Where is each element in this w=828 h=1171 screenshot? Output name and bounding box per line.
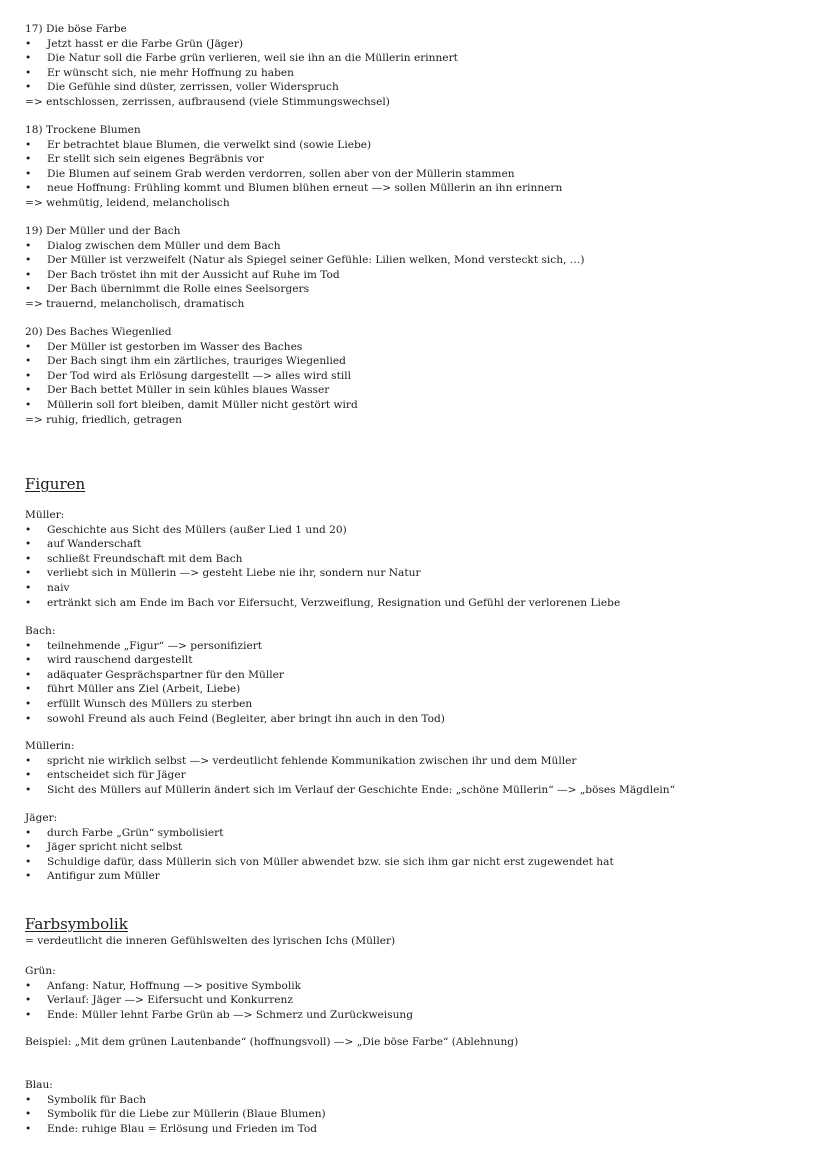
bullet-item: • Der Tod wird als Erlösung dargestellt —> alles wird still bbox=[25, 369, 815, 384]
mood-summary: => wehmütig, leidend, melancholisch bbox=[25, 196, 230, 209]
figure-group-bach bbox=[25, 624, 815, 726]
bullet-item: • schließt Freundschaft mit dem Bach bbox=[25, 552, 815, 567]
bullet-item: • Die Gefühle sind düster, zerrissen, voller Widerspruch bbox=[25, 80, 815, 95]
mood-summary: => trauernd, melancholisch, dramatisch bbox=[25, 297, 245, 310]
bullet-item: • Dialog zwischen dem Müller und dem Bach bbox=[25, 239, 815, 254]
figure-name: Müller: bbox=[25, 509, 65, 521]
bullet-item: • Symbolik für Bach bbox=[25, 1093, 815, 1108]
bullet-item: • Schuldige dafür, dass Müllerin sich von Müller abwendet bzw. sie sich ihm gar nicht erst zugewendet hat bbox=[25, 855, 815, 870]
bullet-item: • Der Müller ist verzweifelt (Natur als Spiegel seiner Gefühle: Lilien welken, Mond versteckt sich, …) bbox=[25, 253, 815, 268]
bullet-item: • Symbolik für die Liebe zur Müllerin (Blaue Blumen) bbox=[25, 1107, 815, 1122]
bullet-item: • verliebt sich in Müllerin —> gesteht Liebe nie ihr, sondern nur Natur bbox=[25, 566, 815, 581]
mood-summary: => ruhig, friedlich, getragen bbox=[25, 413, 182, 426]
figure-name: Müllerin: bbox=[25, 740, 75, 752]
example-line: Beispiel: „Mit dem grünen Lautenbande“ (hoffnungsvoll) —> „Die böse Farbe“ (Ablehnung) bbox=[25, 1036, 519, 1048]
bullet-item: • Anfang: Natur, Hoffnung —> positive Symbolik bbox=[25, 979, 815, 994]
bullet-item: • Der Bach tröstet ihn mit der Aussicht auf Ruhe im Tod bbox=[25, 268, 815, 283]
bullet-item: • teilnehmende „Figur“ —> personifiziert bbox=[25, 639, 815, 654]
bullet-item: • sowohl Freund als auch Feind (Begleiter, aber bringt ihn auch in den Tod) bbox=[25, 712, 815, 727]
bullet-item: • Er wünscht sich, nie mehr Hoffnung zu haben bbox=[25, 66, 815, 81]
bullet-item: • Ende: ruhige Blau = Erlösung und Frieden im Tod bbox=[25, 1122, 815, 1137]
color-group-gruen bbox=[25, 964, 815, 1022]
bullet-item: • auf Wanderschaft bbox=[25, 537, 815, 552]
bullet-item: • Der Bach singt ihm ein zärtliches, trauriges Wiegenlied bbox=[25, 354, 815, 369]
bullet-item: • Die Natur soll die Farbe grün verlieren, weil sie ihn an die Müllerin erinnert bbox=[25, 51, 815, 66]
song-title: 17) Die böse Farbe bbox=[25, 23, 127, 35]
bullet-item: • Jäger spricht nicht selbst bbox=[25, 840, 815, 855]
section-heading-farbsymbolik: Farbsymbolik bbox=[25, 915, 128, 933]
bullet-item: • Der Müller ist gestorben im Wasser des Baches bbox=[25, 340, 815, 355]
bullet-item: • erfüllt Wunsch des Müllers zu sterben bbox=[25, 697, 815, 712]
figure-name: Jäger: bbox=[25, 812, 58, 824]
bullet-item: • Die Blumen auf seinem Grab werden verdorren, sollen aber von der Müllerin stammen bbox=[25, 167, 815, 182]
bullet-item: • spricht nie wirklich selbst —> verdeutlicht fehlende Kommunikation zwischen ihr und dem Müller bbox=[25, 754, 815, 769]
bullet-item: • durch Farbe „Grün“ symbolisiert bbox=[25, 826, 815, 841]
bullet-item: • entscheidet sich für Jäger bbox=[25, 768, 815, 783]
figure-group-mueller bbox=[25, 508, 815, 610]
bullet-item: • adäquater Gesprächspartner für den Müller bbox=[25, 668, 815, 683]
color-name: Grün: bbox=[25, 965, 56, 977]
bullet-item: • Müllerin soll fort bleiben, damit Müller nicht gestört wird bbox=[25, 398, 815, 413]
bullet-item: • Geschichte aus Sicht des Müllers (außer Lied 1 und 20) bbox=[25, 523, 815, 538]
color-group-blau bbox=[25, 1078, 815, 1136]
mood-summary: => entschlossen, zerrissen, aufbrausend (viele Stimmungswechsel) bbox=[25, 95, 390, 108]
song-title: 18) Trockene Blumen bbox=[25, 124, 141, 136]
bullet-item: • Der Bach bettet Müller in sein kühles blaues Wasser bbox=[25, 383, 815, 398]
bullet-item: • Der Bach übernimmt die Rolle eines Seelsorgers bbox=[25, 282, 815, 297]
song-section-20 bbox=[25, 325, 815, 427]
bullet-item: • Antifigur zum Müller bbox=[25, 869, 815, 884]
song-section-17 bbox=[25, 22, 815, 110]
bullet-item: • Sicht des Müllers auf Müllerin ändert sich im Verlauf der Geschichte Ende: „schöne Müllerin“ —> „böses Mägdlein“ bbox=[25, 783, 815, 798]
song-section-19 bbox=[25, 224, 815, 312]
bullet-item: • Er stellt sich sein eigenes Begräbnis vor bbox=[25, 152, 815, 167]
bullet-item: • Verlauf: Jäger —> Eifersucht und Konkurrenz bbox=[25, 993, 815, 1008]
figure-group-jaeger bbox=[25, 811, 815, 884]
bullet-item: • führt Müller ans Ziel (Arbeit, Liebe) bbox=[25, 682, 815, 697]
section-heading-figuren: Figuren bbox=[25, 475, 86, 493]
bullet-item: • Er betrachtet blaue Blumen, die verwelkt sind (sowie Liebe) bbox=[25, 138, 815, 153]
bullet-item: • naiv bbox=[25, 581, 815, 596]
song-section-18 bbox=[25, 123, 815, 211]
figure-group-muellerin bbox=[25, 739, 815, 797]
color-name: Blau: bbox=[25, 1079, 53, 1091]
bullet-item: • Jetzt hasst er die Farbe Grün (Jäger) bbox=[25, 37, 815, 52]
figure-name: Bach: bbox=[25, 625, 56, 637]
bullet-item: • Ende: Müller lehnt Farbe Grün ab —> Schmerz und Zurückweisung bbox=[25, 1008, 815, 1023]
bullet-item: • ertränkt sich am Ende im Bach vor Eifersucht, Verzweiflung, Resignation und Gefühl der verlorenen Liebe bbox=[25, 596, 815, 611]
song-title: 19) Der Müller und der Bach bbox=[25, 225, 181, 237]
bullet-item: • neue Hoffnung: Frühling kommt und Blumen blühen erneut —> sollen Müllerin an ihn erinnern bbox=[25, 181, 815, 196]
song-title: 20) Des Baches Wiegenlied bbox=[25, 326, 172, 338]
section-intro: = verdeutlicht die inneren Gefühlswelten des lyrischen Ichs (Müller) bbox=[25, 935, 396, 947]
bullet-item: • wird rauschend dargestellt bbox=[25, 653, 815, 668]
